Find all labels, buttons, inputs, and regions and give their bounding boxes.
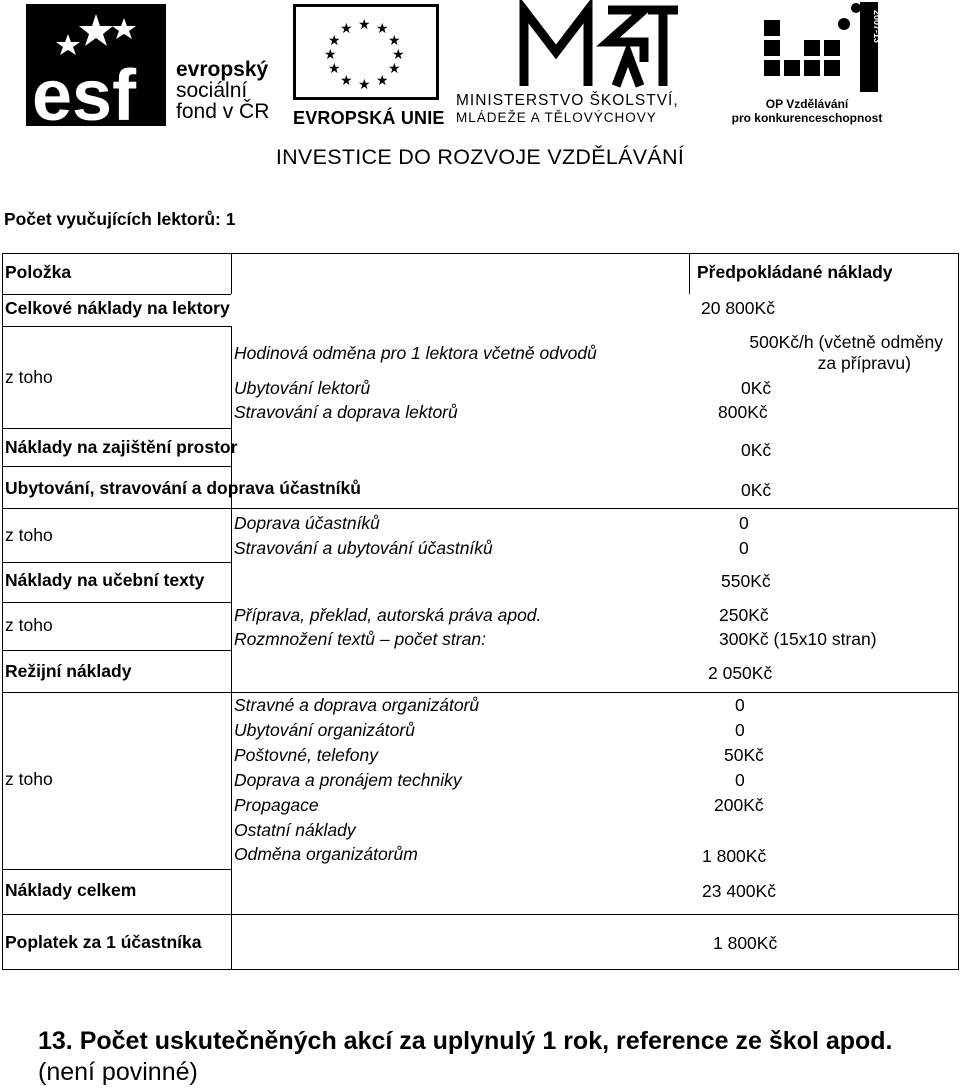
table-divider <box>3 428 231 429</box>
svg-text:★: ★ <box>388 32 401 48</box>
svg-text:★: ★ <box>376 20 389 36</box>
table-divider <box>3 650 231 651</box>
z-toho-label: z toho <box>5 769 53 789</box>
table-divider <box>3 602 231 603</box>
svg-text:★: ★ <box>328 60 341 76</box>
row-label: Režijní náklady <box>5 661 132 681</box>
table-divider <box>689 254 690 294</box>
header-item: Položka <box>5 262 72 282</box>
sub-label: Doprava účastníků <box>234 513 380 533</box>
svg-text:★: ★ <box>376 72 389 88</box>
z-toho-label: z toho <box>5 525 53 545</box>
msmt-text <box>456 92 679 126</box>
sub-label: Stravování a ubytování účastníků <box>234 538 493 558</box>
sub-value: 0Kč <box>741 378 772 398</box>
table-divider <box>3 692 958 693</box>
row-label: Náklady na učební texty <box>5 570 205 590</box>
esf-text <box>176 59 269 122</box>
table-divider <box>3 508 958 509</box>
sub-label: Poštovné, telefony <box>234 745 378 765</box>
section-heading-note: (není povinné) <box>38 1058 198 1086</box>
sub-value: 0 <box>735 770 745 790</box>
op-mark-icon <box>760 2 880 94</box>
svg-text:★: ★ <box>358 76 371 92</box>
header-cost: Předpokládané náklady <box>697 262 893 282</box>
sub-label: Ubytování lektorů <box>234 378 371 398</box>
row-label: Náklady celkem <box>5 880 137 900</box>
svg-text:★: ★ <box>324 46 337 62</box>
lecturers-count: Počet vyučujících lektorů: 1 <box>4 209 236 229</box>
sub-value: 0 <box>735 695 745 715</box>
esf-mark-icon <box>26 4 166 136</box>
svg-text:★: ★ <box>340 20 353 36</box>
sub-label: Ubytování organizátorů <box>234 720 415 740</box>
sub-value: 0 <box>735 720 745 740</box>
msmt-mark-icon <box>516 2 686 94</box>
total-value: 23 400Kč <box>702 881 776 901</box>
svg-text:2007-13: 2007-13 <box>872 10 882 44</box>
logo-header <box>0 0 960 175</box>
table-divider <box>3 914 958 915</box>
sub-label: Doprava a pronájem techniky <box>234 770 462 790</box>
table-divider <box>231 254 232 294</box>
fee-value: 1 800Kč <box>713 933 778 953</box>
esf-line: sociální <box>176 79 248 102</box>
sub-value: za přípravu) <box>817 353 911 373</box>
sub-label: Stravné a doprava organizátorů <box>234 695 480 715</box>
sub-value: 250Kč <box>719 605 769 625</box>
row-label: Poplatek za 1 účastníka <box>5 932 202 952</box>
row-label: Celkové náklady na lektory <box>5 298 230 318</box>
op-line: OP Vzdělávání <box>765 97 849 111</box>
sub-value: 800Kč <box>718 402 768 422</box>
row-label: Ubytování, stravování a doprava účastníků <box>5 478 361 498</box>
op-logo <box>722 2 892 126</box>
table-divider <box>3 326 231 327</box>
sub-label: Příprava, překlad, autorská práva apod. <box>234 605 542 625</box>
table-divider <box>3 869 231 870</box>
esf-line: evropský <box>176 58 269 81</box>
sub-label: Rozmnožení textů – počet stran: <box>234 629 486 649</box>
msmt-line: MLÁDEŽE A TĚLOVÝCHOVY <box>456 110 657 125</box>
esf-line: fond v ČR <box>176 100 270 123</box>
table-divider <box>231 326 232 970</box>
sub-label: Stravování a doprava lektorů <box>234 402 458 422</box>
section-heading-bold: 13. Počet uskutečněných akcí za uplynulý 1 rok, reference ze škol apod. <box>38 1027 893 1055</box>
row-value: 550Kč <box>721 571 771 591</box>
svg-text:★: ★ <box>328 32 341 48</box>
msmt-line: MINISTERSTVO ŠKOLSTVÍ, <box>456 92 679 109</box>
eu-flag-icon <box>293 4 439 100</box>
svg-text:★: ★ <box>392 46 405 62</box>
row-value: 0Kč <box>741 440 772 460</box>
sub-label: Ostatní náklady <box>234 820 356 840</box>
svg-text:★: ★ <box>388 60 401 76</box>
z-toho-label: z toho <box>5 367 53 387</box>
sub-label: Odměna organizátorům <box>234 844 418 864</box>
sub-label: Hodinová odměna pro 1 lektora včetně odvodů <box>234 343 597 363</box>
investice-slogan: INVESTICE DO ROZVOJE VZDĚLÁVÁNÍ <box>275 145 685 169</box>
table-divider <box>3 466 231 467</box>
row-label: Náklady na zajištění prostor <box>5 437 238 457</box>
sub-value: 1 800Kč <box>702 846 767 866</box>
msmt-logo <box>456 2 726 126</box>
svg-text:★: ★ <box>358 16 371 32</box>
section-heading <box>38 1026 938 1088</box>
sub-value: 50Kč <box>724 745 764 765</box>
sub-value: 0 <box>739 513 749 533</box>
row-value: 2 050Kč <box>708 663 773 683</box>
sub-value: 300Kč (15x10 stran) <box>719 629 877 649</box>
row-value: 0Kč <box>741 480 772 500</box>
row-value: 20 800Kč <box>701 298 775 318</box>
sub-value: 500Kč/h (včetně odměny <box>749 332 943 352</box>
z-toho-label: z toho <box>5 615 53 635</box>
eu-label: EVROPSKÁ UNIE <box>293 108 445 128</box>
sub-label: Propagace <box>234 795 319 815</box>
sub-value: 200Kč <box>714 795 764 815</box>
budget-table <box>2 253 959 970</box>
esf-logo <box>26 4 281 136</box>
op-text <box>722 97 892 125</box>
op-line: pro konkurenceschopnost <box>731 111 883 125</box>
table-divider <box>3 562 231 563</box>
eu-logo <box>293 4 453 126</box>
svg-text:★: ★ <box>340 72 353 88</box>
sub-value: 0 <box>739 538 749 558</box>
table-divider <box>3 294 231 295</box>
svg-text:esf: esf <box>32 56 137 136</box>
